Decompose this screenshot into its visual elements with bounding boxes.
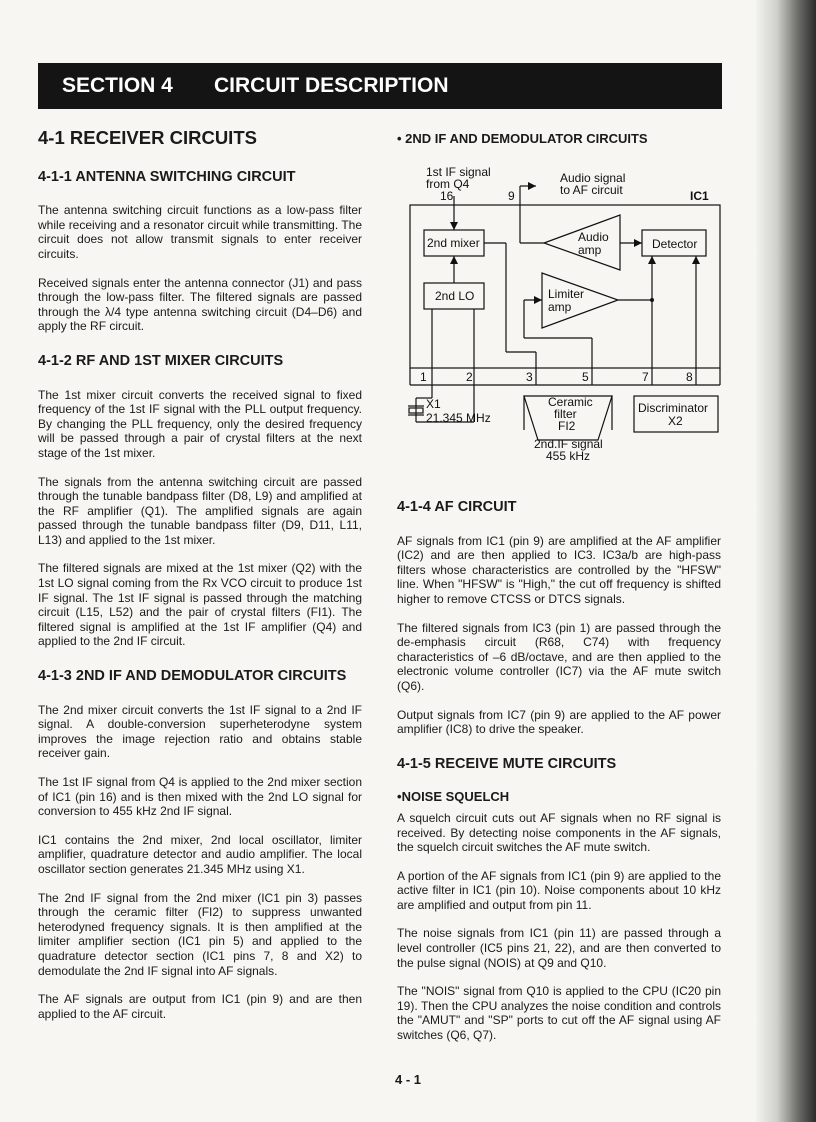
diag-limiter-2: amp — [548, 300, 572, 314]
diag-audio-label-2: to AF circuit — [560, 183, 623, 197]
diag-pin-2: 2 — [466, 370, 473, 384]
s415-title: 4-1-5 RECEIVE MUTE CIRCUITS — [397, 755, 617, 772]
s415-p1: A squelch circuit cuts out AF signals when no RF signal is received. By detecting noise components in the AF signals, the squelch circuit switches the AF mute switch. — [397, 810, 721, 855]
receiver-heading: 4-1 RECEIVER CIRCUITS — [38, 127, 257, 148]
diag-pin-5: 5 — [582, 370, 589, 384]
diag-limiter-1: Limiter — [548, 287, 585, 301]
s413-title: 4-1-3 2ND IF AND DEMODULATOR CIRCUITS — [38, 668, 347, 685]
s412-p2: The signals from the antenna switching circuit are passed through the tunable bandpass filter (D8, L9) and amplified at the RF amplifier (Q1). The amplified signals are again passed through the tunable bandpass filter (D9, D11, L11, L13) and applied to the 1st mixer. — [38, 474, 362, 547]
right-column — [397, 500, 721, 1057]
diag-pin16: 16 — [440, 189, 454, 203]
s413-p2: The 1st IF signal from Q4 is applied to the 2nd mixer section of IC1 (pin 16) and is then mixed with the 2nd LO signal for conversion to 455 kHz 2nd IF signal. — [38, 775, 362, 819]
diag-out-1: 2nd.IF signal — [534, 437, 603, 451]
s413-p1: The 2nd mixer circuit converts the 1st IF signal to a 2nd IF signal. A double-conversion superheterodyne system improves the image rejection ratio and obtains stable receiver gain. — [38, 702, 362, 761]
section-label: SECTION 4 — [62, 74, 173, 97]
diag-filter-2: filter — [554, 407, 577, 421]
s412-p1: The 1st mixer circuit converts the received signal to fixed frequency of the 1st IF signal with the PLL output frequency. By changing the PLL frequency, only the desired frequency will be passed through a pair of crystal filters at the next stage of the 1st mixer. — [38, 387, 362, 460]
diag-in-label-1: 1st IF signal — [426, 165, 491, 179]
diag-x1-freq: 21.345 MHz — [426, 411, 491, 425]
left-column — [38, 127, 362, 1035]
s415-p4: The "NOIS" signal from Q10 is applied to the CPU (IC20 pin 19). Then the CPU analyzes the noise condition and controls the "AMUT" and "SP" ports to cut off the AF signal using AF switches (Q6, Q7). — [397, 984, 721, 1043]
s415-p3: The noise signals from IC1 (pin 11) are passed through a level controller (IC5 pins 21, 22), and are then converted to the pulse signal (NOIS) at Q9 and Q10. — [397, 926, 721, 970]
s414-title: 4-1-4 AF CIRCUIT — [397, 499, 517, 515]
diag-detector: Detector — [652, 237, 698, 251]
s412-title: 4-1-2 RF AND 1ST MIXER CIRCUITS — [38, 352, 284, 369]
diagram-title: • 2ND IF AND DEMODULATOR CIRCUITS — [397, 131, 648, 146]
s414-p3: Output signals from IC7 (pin 9) are applied to the AF power amplifier (IC8) to drive the speaker. — [397, 707, 721, 737]
diag-x1-name: X1 — [426, 397, 441, 411]
diag-pin-7: 7 — [642, 370, 649, 384]
diag-ic1: IC1 — [690, 189, 709, 203]
section-title: CIRCUIT DESCRIPTION — [214, 74, 449, 97]
noise-squelch-sub — [397, 790, 721, 805]
page-number: 4 - 1 — [394, 1072, 421, 1087]
s415-p2: A portion of the AF signals from IC1 (pin 9) are applied to the active filter in IC1 (pin 10). Noise components about 10 kHz are amplified and output from pin 11. — [397, 868, 721, 912]
diag-out-2: 455 kHz — [546, 449, 591, 463]
diag-filter-1: Ceramic — [548, 395, 593, 409]
s412-p3: The filtered signals are mixed at the 1st mixer (Q2) with the 1st LO signal coming from the Rx VCO circuit to produce 1st IF signal. The 1st IF signal is passed through the matching circuit (L15, L52) and the pair of crystal filters (FI1). The filtered signal is amplified at the 1st IF amplifier (Q4) and applied to the 2nd IF circuit. — [38, 561, 362, 649]
page-edge-shadow — [756, 0, 816, 1122]
diag-audio-label-1: Audio signal — [560, 171, 626, 185]
block-diagram — [396, 160, 726, 465]
diag-pin-3: 3 — [526, 370, 533, 384]
s414-p2: The filtered signals from IC3 (pin 1) are passed through the de-emphasis circuit (R68, C74) with frequency characteristics of –6 dB/octave, and are then applied to the electronic volume controller (IC7) via the AF mute switch (Q6). — [397, 620, 721, 693]
s411-title: 4-1-1 ANTENNA SWITCHING CIRCUIT — [38, 168, 296, 185]
diag-audio-amp-1: Audio — [578, 230, 609, 244]
diag-audio-amp-2: amp — [578, 243, 602, 257]
section-banner — [38, 63, 722, 109]
s411-p2: Received signals enter the antenna connector (J1) and pass through the low-pass filter. The filtered signals are passed through the λ/4 type antenna switching circuit (D4–D6) and apply the RF circuit. — [38, 275, 362, 334]
noise-squelch-label: NOISE SQUELCH — [401, 789, 510, 805]
diag-pin-8: 8 — [686, 370, 693, 384]
diag-lo: 2nd LO — [435, 289, 475, 303]
diag-pin-1: 1 — [420, 370, 427, 384]
diag-disc-1: Discriminator — [638, 401, 709, 415]
s411-p1: The antenna switching circuit functions as a low-pass filter while receiving and a resonator circuit while transmitting. The circuit does not allow transmit signals to enter receiver circuits. — [38, 203, 362, 261]
diag-in-label-2: from Q4 — [426, 177, 470, 191]
diag-mixer: 2nd mixer — [427, 236, 480, 250]
s413-p5: The AF signals are output from IC1 (pin 9) and are then applied to the AF circuit. — [38, 992, 362, 1021]
diag-disc-2: X2 — [668, 414, 683, 428]
diag-pin9: 9 — [508, 189, 515, 203]
s413-p3: IC1 contains the 2nd mixer, 2nd local oscillator, limiter amplifier, quadrature detector and audio amplifier. The local oscillator section generates 21.345 MHz using X1. — [38, 832, 362, 876]
diag-filter-3: FI2 — [558, 419, 576, 433]
s413-p4: The 2nd IF signal from the 2nd mixer (IC1 pin 3) passes through the ceramic filter (FI2) to suppress unwanted heterodyned frequency signals. It is then amplified at the limiter amplifier section (IC1 pin 5) and applied to the quadrature detector section (IC1 pins 7, 8 and X2) to demodulate the 2nd IF signal into AF signals. — [38, 890, 362, 978]
s414-p1: AF signals from IC1 (pin 9) are amplified at the AF amplifier (IC2) and are then applied to IC3. IC3a/b are high-pass filters whose characteristics are controlled by the "HFSW" line. When "HFSW" is "High," the cut off frequency is shifted higher to remove CTCSS or DTCS signals. — [397, 533, 721, 606]
